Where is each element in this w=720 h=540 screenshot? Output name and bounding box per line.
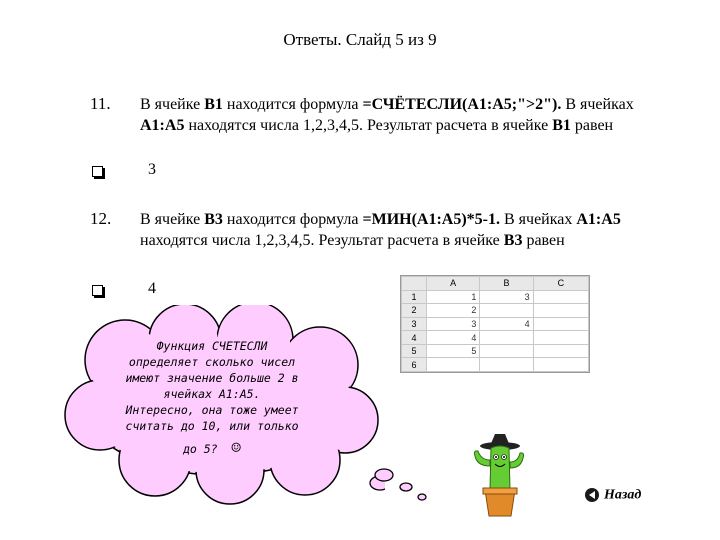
question-11-number: 11. xyxy=(90,94,111,113)
sheet-cell xyxy=(533,358,588,372)
sheet-cell xyxy=(480,331,533,345)
question-12-number: 12. xyxy=(90,209,112,228)
back-button[interactable] xyxy=(584,486,641,504)
sheet-cell: 1 xyxy=(427,290,480,304)
sheet-cell: 4 xyxy=(480,317,533,331)
checkbox-bullet-icon xyxy=(92,166,103,177)
sheet-cell xyxy=(533,331,588,345)
sheet-cell xyxy=(533,317,588,331)
sheet-row-number: 5 xyxy=(402,344,427,358)
sheet-row-number: 1 xyxy=(402,290,427,304)
cloud-text: Функция СЧЕТЕСЛИ определяет сколько чисел имеют значение больше 2 в ячейках A1:A5. Интересно, она тоже умеет считать до 10, или только до 5? ☺ xyxy=(125,339,299,457)
slide-title: Ответы. Слайд 5 из 9 xyxy=(283,30,437,49)
sheet-row xyxy=(402,317,589,331)
sheet-row xyxy=(402,331,589,345)
sheet-row xyxy=(402,304,589,318)
sheet-cell: 5 xyxy=(427,344,480,358)
back-arrow-icon xyxy=(584,487,600,503)
sheet-col-header: C xyxy=(533,277,588,291)
sheet-cell: 3 xyxy=(480,290,533,304)
sheet-cell xyxy=(427,358,480,372)
sheet-cell xyxy=(533,344,588,358)
sheet-row xyxy=(402,290,589,304)
sheet-cell xyxy=(480,304,533,318)
sheet-cell: 3 xyxy=(427,317,480,331)
sheet-cell xyxy=(480,344,533,358)
checkbox-bullet-icon xyxy=(92,285,103,296)
sheet-cell xyxy=(533,290,588,304)
sheet-corner xyxy=(402,277,427,291)
sheet-row xyxy=(402,344,589,358)
smiley-icon: ☺ xyxy=(231,438,242,457)
thought-bubble-dots-icon xyxy=(372,465,442,505)
sheet-row xyxy=(402,358,589,372)
sheet-cell: 2 xyxy=(427,304,480,318)
question-12-text: В ячейке B3 находится формула =МИН(A1:A5)*5-1. В ячейках A1:A5 находятся числа 1,2,3,4,5. Результат расчета в ячейке B3 равен xyxy=(140,211,621,249)
back-label: Назад xyxy=(604,487,642,503)
question-11-text: В ячейке B1 находится формула =СЧЁТЕСЛИ(A1:A5;">2"). В ячейках A1:A5 находятся числа 1,2,3,4,5. Результат расчета в ячейке B1 равен xyxy=(140,96,634,134)
spreadsheet-image xyxy=(400,275,590,373)
sheet-cell xyxy=(533,304,588,318)
sheet-row-number: 2 xyxy=(402,304,427,318)
sheet-row-number: 6 xyxy=(402,358,427,372)
answer-11: 3 xyxy=(148,161,156,178)
sheet-cell: 4 xyxy=(427,331,480,345)
cactus-character-icon xyxy=(455,430,545,520)
sheet-col-header: B xyxy=(480,277,533,291)
answer-12: 4 xyxy=(148,280,156,297)
sheet-cell xyxy=(480,358,533,372)
sheet-row-number: 3 xyxy=(402,317,427,331)
sheet-col-header: A xyxy=(427,277,480,291)
sheet-row-number: 4 xyxy=(402,331,427,345)
